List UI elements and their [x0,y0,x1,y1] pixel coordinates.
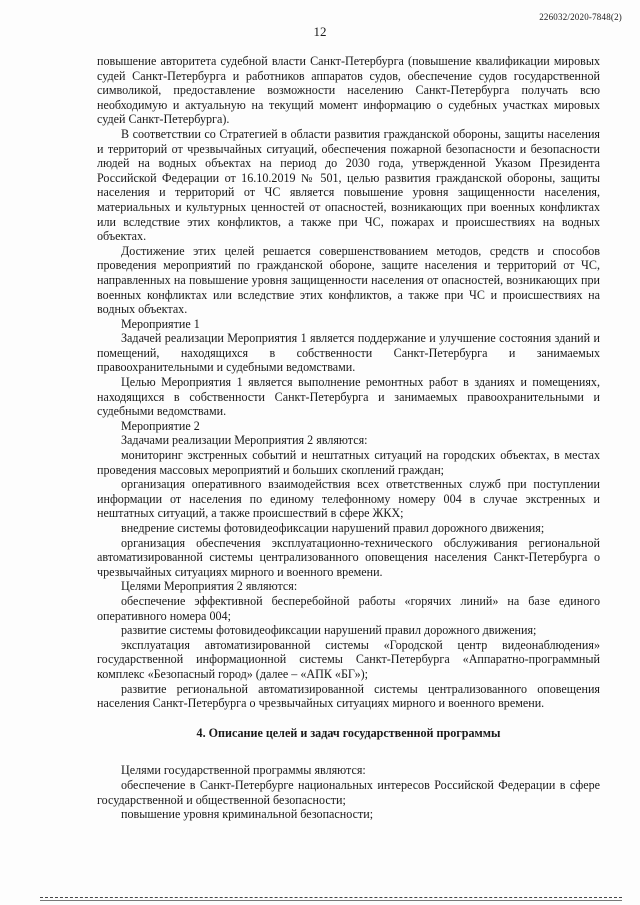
list-item: развитие региональной автоматизированной системы централизованного оповещения населения Санкт-Петербурга о чрезвычайных ситуациях мирного и военного времени. [97,681,600,711]
list-item: развитие системы фотовидеофиксации нарушений правил дорожного движения; [121,623,537,638]
document-registration-number: 226032/2020-7848(2) [539,12,622,22]
list-item: обеспечение эффективной бесперебойной работы «горячих линий» на базе единого оперативного номера 004; [97,593,600,623]
list-item: организация оперативного взаимодействия всех ответственных служб при поступлении информации от населения по единому телефонному номеру 004 в случае экстренных и нештатных ситуаций, а также происшествий в сфере ЖКХ; [97,477,600,521]
paragraph: Задачей реализации Мероприятия 1 является поддержание и улучшение состояния зданий и помещений, находящихся в собственности Санкт-Петербурга и занимаемых правоохранительными и судебными ведомствами. [97,331,600,375]
page-bottom-divider [40,900,622,901]
list-item: мониторинг экстренных событий и нештатных ситуаций на городских объектах, в местах проведения массовых мероприятий и больших скоплений граждан; [97,448,600,477]
section-title: 4. Описание целей и задач государственной программы [196,725,501,740]
paragraph: Целью Мероприятия 1 является выполнение ремонтных работ в зданиях и помещениях, находящихся в собственности Санкт-Петербурга и занимаемых правоохранительными и судебными ведомствами. [97,375,600,419]
subheading-measure-1: Мероприятие 1 [121,316,200,331]
paragraph: Целями государственной программы являются: [121,763,366,778]
page-bottom-divider [40,897,622,898]
list-item: обеспечение в Санкт-Петербурге национальных интересов Российской Федерации в сфере государственной и общественной безопасности; [97,777,600,807]
list-item: повышение уровня криминальной безопасности; [121,807,374,822]
paragraph: В соответствии со Стратегией в области развития гражданской обороны, защиты населения и территорий от чрезвычайных ситуаций, обеспечения пожарной безопасности и безопасности людей на водных объектах на период до 2030 года, утвержденной Указом Президента Российской Федерации от 16.10.2019 № 501, целью развития гражданской обороны, защиты населения и территорий от ЧС является повышение уровня защищенности населения, материальных и культурных ценностей от опасностей, возникающих при военных конфликтах или вследствие этих конфликтов, а также при ЧС, пожарах и происшествиях на водных объектах. [97,126,600,244]
document-body [97,54,600,822]
paragraph: Задачами реализации Мероприятия 2 являются: [121,433,368,448]
paragraph: Достижение этих целей решается совершенствованием методов, средств и способов проведения мероприятий по гражданской обороне, защите населения и территорий от ЧС, направленных на повышение уровня защищенности населения от опасностей, возникающих при военных конфликтах или вследствие этих конфликтов, а также при ЧС и происшествиях на водных объектах. [97,243,600,317]
list-item: внедрение системы фотовидеофиксации нарушений правил дорожного движения; [121,521,545,535]
list-item: эксплуатация автоматизированной системы «Городской центр видеонаблюдения» государственной информационной системы Санкт-Петербурга «Аппаратно-программный комплекс «Безопасный город» (далее – «АПК «БГ»); [97,637,600,681]
paragraph: повышение авторитета судебной власти Санкт-Петербурга (повышение квалификации мировых судей Санкт-Петербурга и работников аппаратов судов, обеспечение судов государственной символикой, предоставление возможности населению Санкт-Петербурга получать всю необходимую и актуальную на текущий момент информацию о судебных участках мировых судей Санкт-Петербурга). [97,54,600,127]
list-item: организация обеспечения эксплуатационно-технического обслуживания региональной автоматизированной системы централизованного оповещения населения Санкт-Петербурга о чрезвычайных ситуациях мирного и военного времени. [97,535,600,579]
paragraph: Целями Мероприятия 2 являются: [121,579,298,594]
page-number: 12 [313,24,327,39]
subheading-measure-2: Мероприятие 2 [121,418,200,433]
